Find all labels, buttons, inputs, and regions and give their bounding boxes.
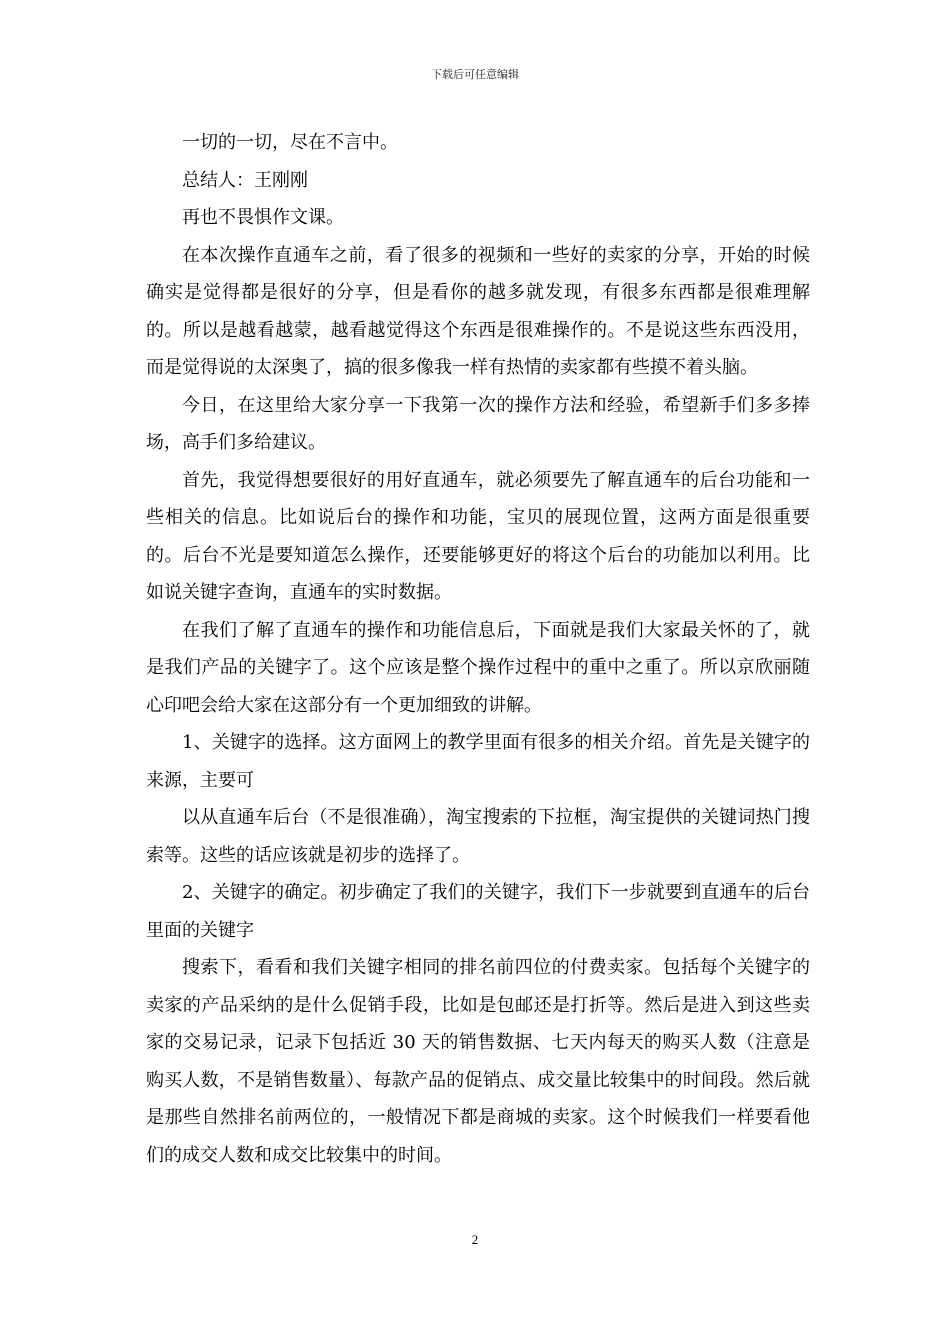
paragraph: 搜索下，看看和我们关键字相同的排名前四位的付费卖家。包括每个关键字的卖家的产品采纳的是什么促销手段，比如是包邮还是打折等。然后是进入到这些卖家的交易记录，记录下包括近 30 天的销售数据、七天内每天的购买人数（注意是购买人数，不是销售数量）、每款产品的促销点、成交量比较集中的时间段。然后就是那些自然排名前两位的，一般情况下都是商城的卖家。这个时候我们一样要看他们的成交人数和成交比较集中的时间。 <box>146 957 810 1166</box>
page-number: 2 <box>471 1232 479 1247</box>
page-header: 下载后可任意编辑 <box>431 68 519 81</box>
paragraph: 今日，在这里给大家分享一下我第一次的操作方法和经验，希望新手们多多捧场，高手们多给建议。 <box>146 394 810 453</box>
paragraph: 总结人：王刚刚 <box>182 169 308 191</box>
paragraph: 首先，我觉得想要很好的用好直通车，就必须要先了解直通车的后台功能和一些相关的信息。比如说后台的操作和功能，宝贝的展现位置，这两方面是很重要的。后台不光是要知道怎么操作，还要能够更好的将这个后台的功能加以利用。比如说关键字查询，直通车的实时数据。 <box>146 469 810 603</box>
paragraph: 以从直通车后台（不是很准确），淘宝搜索的下拉框，淘宝提供的关键词热门搜索等。这些的话应该就是初步的选择了。 <box>146 807 810 866</box>
paragraph: 一切的一切，尽在不言中。 <box>182 132 398 153</box>
paragraph: 再也不畏惧作文课。 <box>182 207 344 228</box>
paragraph: 1、关键字的选择。这方面网上的教学里面有很多的相关介绍。首先是关键字的来源，主要可 <box>146 732 810 791</box>
document-body <box>146 124 810 1174</box>
paragraph: 在我们了解了直通车的操作和功能信息后，下面就是我们大家最关怀的了，就是我们产品的关键字了。这个应该是整个操作过程中的重中之重了。所以京欣丽随心印吧会给大家在这部分有一个更加细致的讲解。 <box>146 619 810 716</box>
paragraph: 在本次操作直通车之前，看了很多的视频和一些好的卖家的分享，开始的时候确实是觉得都是很好的分享，但是看你的越多就发现，有很多东西都是很难理解的。所以是越看越蒙，越看越觉得这个东西是很难操作的。不是说这些东西没用，而是觉得说的太深奥了，搞的很多像我一样有热情的卖家都有些摸不着头脑。 <box>146 244 810 378</box>
paragraph: 2、关键字的确定。初步确定了我们的关键字，我们下一步就要到直通车的后台里面的关键字 <box>146 882 810 941</box>
